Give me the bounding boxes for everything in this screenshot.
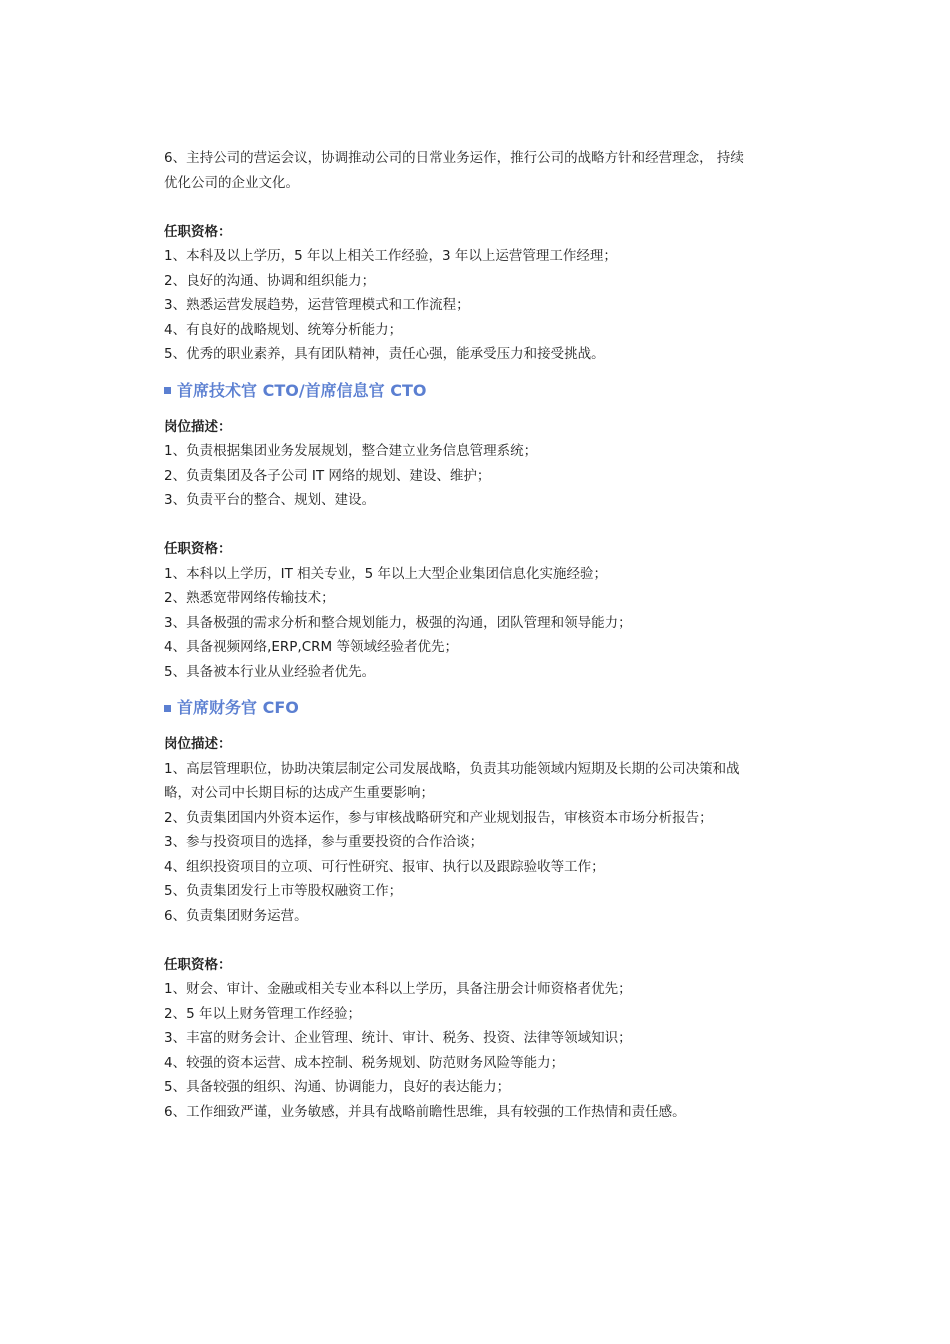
spacer <box>164 195 804 220</box>
square-bullet-icon <box>164 705 171 712</box>
section-heading-text: 首席技术官 CTO/首席信息官 CTO <box>177 380 427 400</box>
section-heading-cfo <box>164 696 804 720</box>
description-label: 岗位描述： <box>164 418 232 435</box>
intro-item-6-line-2: 优化公司的企业文化。 <box>164 174 299 191</box>
list-item: 3、负责平台的整合、规划、建设。 <box>164 492 376 508</box>
requirements-label: 任职资格： <box>164 541 232 557</box>
list-item: 2、负责集团及各子公司 IT 网络的规划、建设、维护； <box>164 467 491 484</box>
list-item: 1、财会、审计、金融或相关专业本科以上学历，具备注册会计师资格者优先； <box>164 981 632 997</box>
list-item: 1、本科以上学历，IT 相关专业，5 年以上大型企业集团信息化实施经验； <box>164 565 607 582</box>
list-item: 4、组织投资项目的立项、可行性研究、报审、执行以及跟踪验收等工作； <box>164 858 605 875</box>
intro-item-6-line-1: 6、主持公司的营运会议，协调推动公司的日常业务运作，推行公司的战略方针和经营理念， 持续 <box>164 150 744 166</box>
list-item: 1、高层管理职位，协助决策层制定公司发展战略，负责其功能领域内短期及长期的公司决策和战 <box>164 760 740 777</box>
requirements-label: 任职资格： <box>164 223 232 240</box>
list-item: 2、熟悉宽带网络传输技术； <box>164 590 335 606</box>
list-item: 6、工作细致严谨，业务敏感，并具有战略前瞻性思维，具有较强的工作热情和责任感。 <box>164 1103 686 1120</box>
list-item: 2、负责集团国内外资本运作，参与审核战略研究和产业规划报告，审核资本市场分析报告； <box>164 809 713 826</box>
list-item: 1、本科及以上学历，5 年以上相关工作经验，3 年以上运营管理工作经理； <box>164 248 617 264</box>
list-item: 4、较强的资本运营、成本控制、税务规划、防范财务风险等能力； <box>164 1054 565 1071</box>
spacer <box>164 513 804 538</box>
list-item: 5、优秀的职业素养，具有团队精神，责任心强，能承受压力和接受挑战。 <box>164 346 605 362</box>
section-heading-cto <box>164 379 804 403</box>
requirements-label: 任职资格： <box>164 956 232 973</box>
list-item: 3、参与投资项目的选择，参与重要投资的合作洽谈； <box>164 834 484 850</box>
list-item: 3、丰富的财务会计、企业管理、统计、审计、税务、投资、法律等领域知识； <box>164 1030 632 1046</box>
list-item: 3、熟悉运营发展趋势，运营管理模式和工作流程； <box>164 297 470 313</box>
list-item: 5、负责集团发行上市等股权融资工作； <box>164 883 403 899</box>
square-bullet-icon <box>164 387 171 394</box>
list-item: 5、具备较强的组织、沟通、协调能力，良好的表达能力； <box>164 1079 511 1095</box>
list-item: 2、良好的沟通、协调和组织能力； <box>164 272 376 289</box>
list-item: 5、具备被本行业从业经验者优先。 <box>164 663 376 680</box>
spacer <box>164 928 804 953</box>
list-item: 4、具备视频网络,ERP,CRM 等领域经验者优先； <box>164 639 458 655</box>
list-item: 略，对公司中长期目标的达成产生重要影响； <box>164 785 434 801</box>
list-item: 3、具备极强的需求分析和整合规划能力，极强的沟通，团队管理和领导能力； <box>164 614 632 631</box>
list-item: 2、5 年以上财务管理工作经验； <box>164 1005 361 1022</box>
document-page <box>164 146 804 1124</box>
list-item: 6、负责集团财务运营。 <box>164 907 308 924</box>
section-heading-text: 首席财务官 CFO <box>177 698 299 717</box>
list-item: 4、有良好的战略规划、统筹分析能力； <box>164 321 403 338</box>
description-label: 岗位描述： <box>164 736 232 752</box>
list-item: 1、负责根据集团业务发展规划，整合建立业务信息管理系统； <box>164 443 538 459</box>
